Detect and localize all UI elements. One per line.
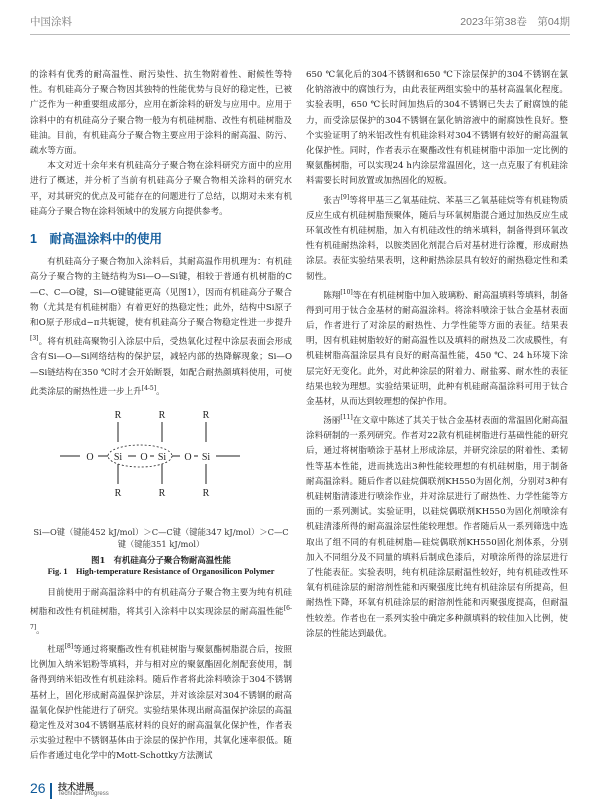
citation: [3] [30,335,39,343]
issue-info: 2023年第38卷 第04期 [460,16,570,28]
atom-label: R [114,487,122,499]
citation: [4-5] [141,384,157,392]
paragraph: 650 ℃氧化后的304不锈钢和650 ℃下涂层保护的304不锈钢在氯化钠溶液中的腐蚀行为，由此表征两组实验中的基材高温氧化程度。实验表明，650 ℃长时间加热后的304不锈钢已失去了耐腐蚀的能力，而受涂层保护的304不锈钢在氯化钠溶液中的耐腐蚀性良好。整个实验证明了纳米铝改性有机硅涂料对304不锈钢有较好的耐高温氧化保护性。同时，作者表示在聚酯改性有机硅树脂中添加一定比例的聚氨酯树脂，可以实现24 h内涂层常温固化，这一点克服了有机硅涂料需要长时间放置或加热固化的短板。 [306,70,568,187]
header-rule [30,34,570,35]
paragraph: 杜瑶[8]等通过将聚酯改性有机硅树脂与聚氨酯树脂混合后，按照比例加入纳米铝粉等填料，并与相对应的聚氨酯固化剂配套使用，制备得到纳米铝改性有机硅涂料。随后作者将此涂料喷涂于304不锈钢基材上，固化形成耐高温保护涂层，并对该涂层对304不锈钢的耐高温氧化保护性能进行了研究。实验结果体现出耐高温保护涂层的高温稳定性及对304不锈钢基底材料的良好的耐高温氧化保护性，作者表示实验过程中不锈钢基体由于涂层的保护作用，其氧化速率很低。随后作者通过电化学中的Mott-Schottky方法测试 [30,643,292,762]
figure-1 [30,404,292,580]
page-number: 26 [30,780,46,796]
right-column [306,68,568,642]
section-label-en: Technical Progress [58,791,109,797]
paragraph: 有机硅高分子聚合物加入涂料后，其耐高温作用机理为：有机硅高分子聚合物的主链结构为Si—O—Si键，相较于普通有机树脂的C—C、C—O键，Si—O键键能更高（见图1），因而有机硅高分子聚合物（尤其是有机硅树脂）有着更好的热稳定性；此外，结构中Si原子和O原子形成d−π共轭键，使有机硅高分子聚合物稳定性进一步提升[3]。将有机硅高聚物引入涂层中后，受热氧化过程中涂层表面会形成含有Si—O—Si网络结构的保护层，减轻内部的热降解现象；Si—O—Si链结构在350 ℃时才会开始断裂，如配合耐热颜填料使用，可使此类涂层的耐热性进一步上升[4-5]。 [30,257,292,397]
bond-energy-comparison: Si—O键（键能452 kJ/mol）＞C—C键（键能347 kJ/mol）＞C—C键（键能351 kJ/mol） [33,526,289,549]
atom-label: R [202,487,210,499]
paragraph: 本文对近十余年来有机硅高分子聚合物在涂料研究方面中的应用进行了概述，并分析了当前有机硅高分子聚合物相关涂料的研究水平，对其研究的优点及可能存在的问题进行了总结，以期对未来有机硅高分子聚合物在涂料领域中的发展方向提供参考。 [30,161,292,217]
atom-label: R [114,409,122,421]
siloxane-structure-diagram [58,404,264,522]
atom-label: R [202,409,210,421]
journal-name: 中国涂料 [30,16,72,28]
paragraph: 张吉[9]等将甲基三乙氧基硅烷、苯基三乙氧基硅烷等有机硅物质反应生成有机硅树脂预聚体，随后与环氧树脂混合通过加热反应生成环氧改性有机硅树脂，加入有机硅改性的纳米填料，制备得到环氧改性有机硅耐热涂料，以胺类固化剂混合后对基材进行涂覆，形成耐热涂层。表征实验结果表明，这种耐热涂层具有较好的耐热稳定性和柔韧性。 [306,193,568,282]
citation: [11] [340,414,353,422]
figure-title-cn: 图1 有机硅高分子聚合物耐高温性能 [91,554,231,565]
section-heading: 1 耐高温涂料中的使用 [30,232,162,247]
atom-label: O [140,451,148,463]
page-footer [30,780,230,802]
paragraph: 目前使用于耐高温涂料中的有机硅高分子聚合物主要为纯有机硅树脂和改性有机硅树脂，将其引入涂料中以实现涂层的耐高温性能[6-7]。 [30,587,292,636]
figure-caption [30,554,292,579]
citation: [10] [340,288,353,296]
section-label-cn: 技术进展 [58,783,95,793]
atom-label: Si [201,451,211,463]
citation: [8] [64,643,74,651]
atom-label: R [158,487,166,499]
atom-label: O [86,451,94,463]
paragraph: 汤丽[11]在文章中陈述了其关于钛合金基材表面的常温固化耐高温涂料研制的一系列研究。作者对22款有机硅树脂进行基础性能的研究后，通过将树脂喷涂于基材上形成涂层，并研究涂层的附着性、柔韧性等基本性能，进而挑选出3种性能较理想的有机硅树脂，用于制备耐高温涂料。随后作者以硅烷偶联剂KH550为固化剂，分别对3种有机硅树脂清漆进行喷涂作业，并对涂层进行了耐热性、力学性能等方面的一系列测试。实验证明，以硅烷偶联剂KH550为固化剂喷涂有机硅清漆所得的耐高温涂层性能较理想。作者随后从一系列筛选中选取出了组不同的有机硅树脂—硅烷偶联剂KH550固化剂体系，分别加入不同组分及不同量的填料后制成色漆后，对喷涂所得的涂层进行了性能表征。实验表明，纯有机硅涂层耐温性较好，纯有机硅改性环氧有机硅涂层的耐溶剂性能和丙聚强度比纯有机硅涂层有所提高，但耐热性下降，环氧有机硅涂层的耐溶剂性能和丙聚强度提高，但耐温性较差。作者也在一系列实验中确定多种颜填料的较佳加入比例，使涂层的性能达到最优。 [306,414,568,639]
figure-title-en: Fig. 1 High-temperature Resistance of Organosilicon Polymer [47,567,275,577]
paragraph: 的涂料有优秀的耐高温性、耐污染性、抗生物附着性、耐候性等特性。有机硅高分子聚合物因其独特的性能优势与良好的稳定性，已被广泛作为一种重要组成部分，应用在新涂料的研发与应用中。应用于涂料中的有机硅高分子聚合物一般为有机硅树脂、改性有机硅树脂及硅油。目前，有机硅高分子聚合物主要应用于涂料的耐高温、防污、疏水等方面。 [30,70,292,157]
atom-label: Si [113,451,123,463]
citation: [6-7] [30,604,292,632]
atom-label: R [158,409,166,421]
footer-divider [50,783,52,799]
page-header [30,10,570,30]
atom-label: O [184,451,192,463]
left-column [30,68,292,765]
citation: [9] [340,193,350,201]
atom-label: Si [157,451,167,463]
paragraph: 陈翔[10]等在有机硅树脂中加入玻璃粉、耐高温填料等填料，制备得到可用于钛合金基材的耐高温涂料。将涂料喷涂于钛合金基材表面后，作者进行了对涂层的耐热性、力学性能等方面的表征。结果表明，因有机硅树脂较好的耐高温性以及填料的耐热及二次成膜性，有机硅树脂高温涂层具有良好的耐高温性能，450 ℃、24 h环境下涂层完好无变化。此外，对此种涂层的附着力、耐盐雾、耐水性的表征结果也较为理想。实验结果证明，此种有机硅耐高温涂料可用于钛合金基材，从而达到较理想的保护作用。 [306,288,568,407]
